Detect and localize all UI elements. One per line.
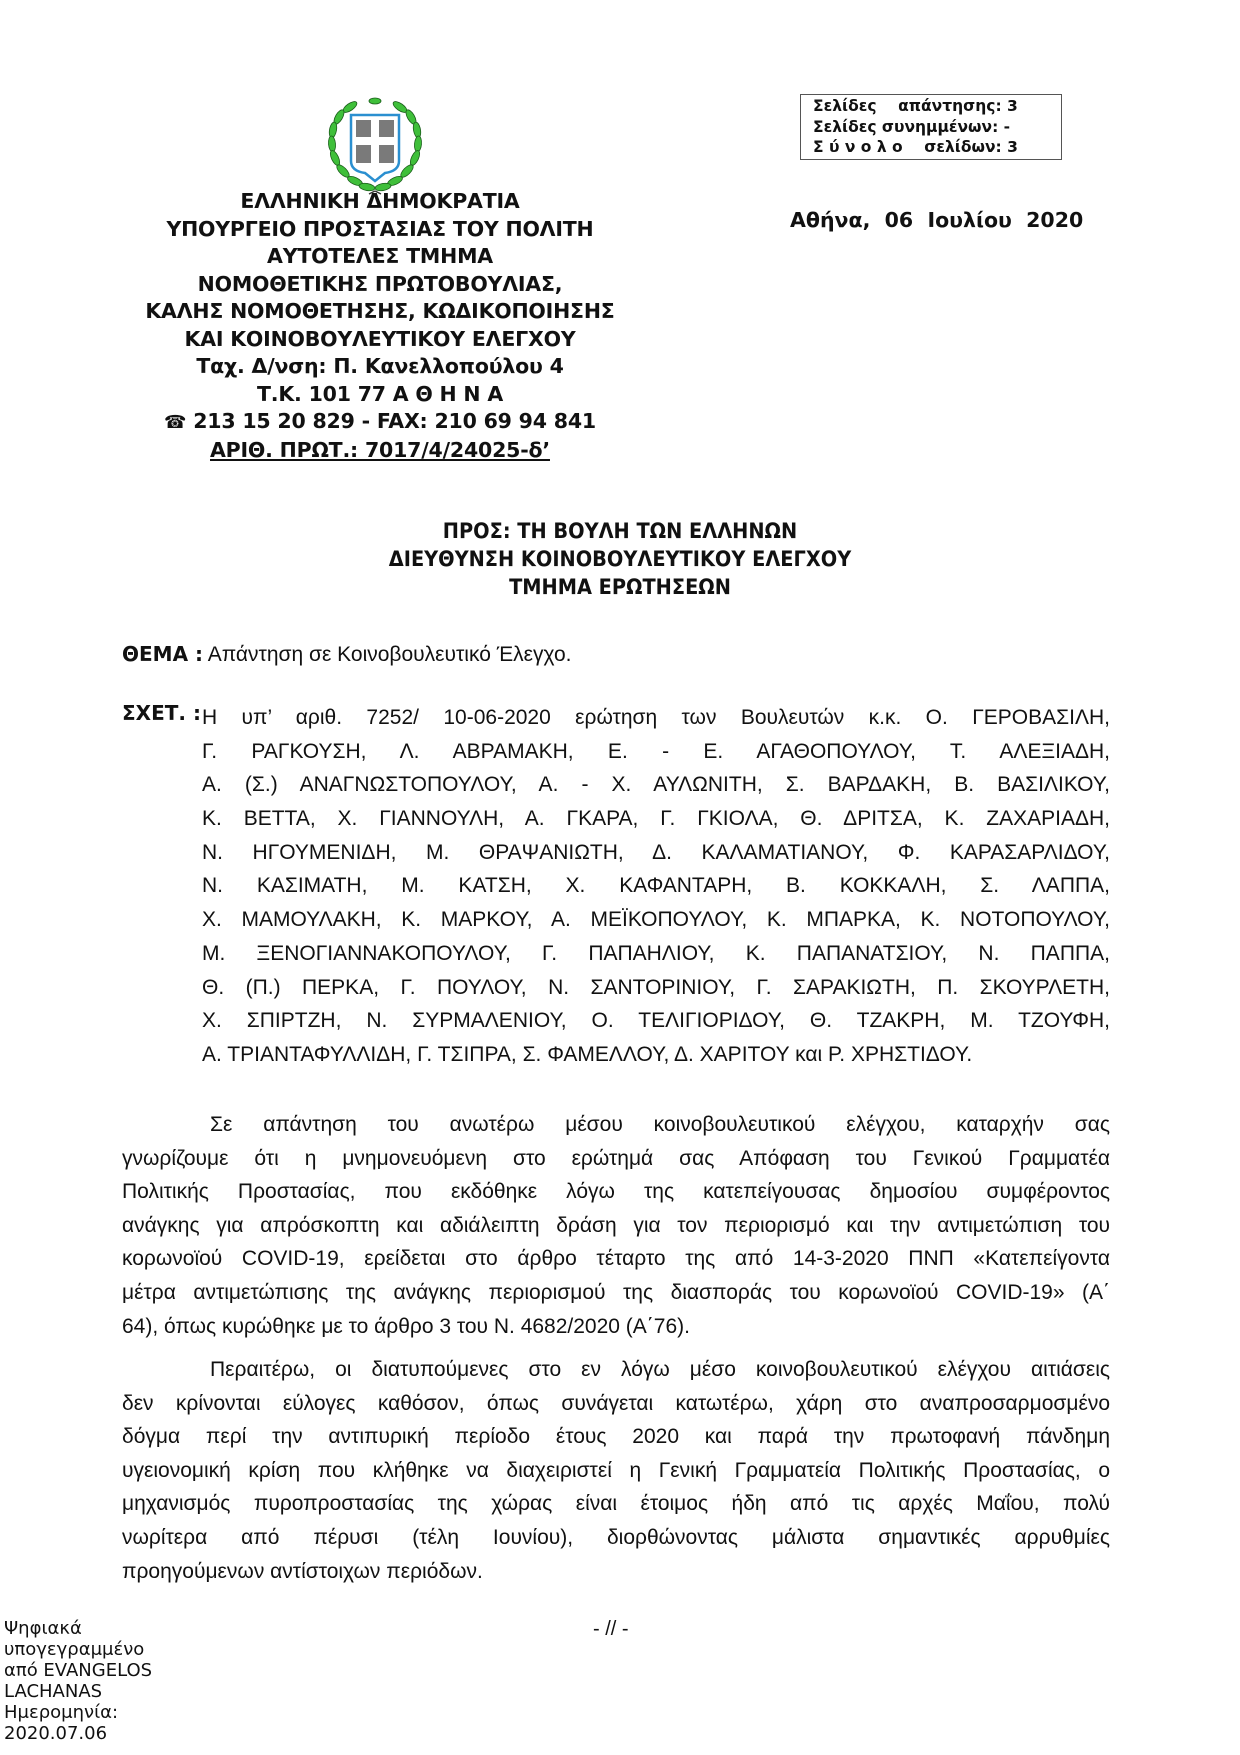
protocol-number: ΑΡΙΘ. ΠΡΩΤ.: 7017/4/24025-δ’ (210, 437, 550, 462)
total-pages: Σ ύ ν ο λ ο σελίδων: 3 (813, 138, 1018, 156)
paragraph-line: δεν κρίνονται εύλογες καθόσον, όπως συνάγεται κατωτέρω, χάρη στο αναπροσαρμοσμένο (122, 1391, 1110, 1415)
paragraph-line: Σε απάντηση του ανωτέρω μέσου κοινοβουλευτικού ελέγχου, καταρχήν σας (210, 1113, 1110, 1136)
paragraph-line: 64), όπως κυρώθηκε με το άρθρο 3 του Ν. 4682/2020 (Α΄76). (122, 1314, 690, 1338)
paragraph-line: Περαιτέρω, οι διατυπούμενες στο εν λόγω μέσο κοινοβουλευτικού ελέγχου αιτιάσεις (210, 1358, 1110, 1381)
paragraph-line: υγειονομική κρίση που κλήθηκε να διαχειριστεί η Γενική Γραμματεία Πολιτικής Προστασίας, ο (122, 1458, 1110, 1482)
reference-line: Ν. ΚΑΣΙΜΑΤΗ, Μ. ΚΑΤΣΗ, Χ. ΚΑΦΑΝΤΑΡΗ, Β. ΚΟΚΚΑΛΗ, Σ. ΛΑΠΠΑ, (202, 874, 1110, 898)
postal-address: Ταχ. Δ/νση: Π. Κανελλοπούλου 4 (196, 354, 564, 378)
reference-line: Α. ΤΡΙΑΝΤΑΦΥΛΛΙΔΗ, Γ. ΤΣΙΠΡΑ, Σ. ΦΑΜΕΛΛΟΥ, Δ. ΧΑΡΙΤΟΥ και Ρ. ΧΡΗΣΤΙΔΟΥ. (202, 1042, 973, 1066)
subject-label: ΘΕΜΑ : (122, 642, 204, 666)
subject-line (122, 642, 572, 667)
contact-line (120, 408, 640, 437)
paragraph-line: μηχανισμός πυροπροστασίας της χώρας είναι έτοιμος ήδη από τις αρχές Μαΐου, πολύ (122, 1492, 1110, 1516)
header-line: ΥΠΟΥΡΓΕΙΟ ΠΡΟΣΤΑΣΙΑΣ ΤΟΥ ΠΟΛΙΤΗ (166, 216, 594, 241)
sender-header (120, 188, 640, 464)
digital-signature (4, 1618, 152, 1744)
header-line: ΕΛΛΗΝΙΚΗ ΔΗΜΟΚΡΑΤΙΑ (240, 189, 520, 213)
signature-date: 2020.07.06 (4, 1723, 108, 1744)
signature-line: από EVANGELOS (4, 1660, 153, 1681)
reference-line: Η υπ’ αριθ. 7252/ 10-06-2020 ερώτηση των Βουλευτών κ.κ. Ο. ΓΕΡΟΒΑΣΙΛΗ, (202, 706, 1110, 729)
body-paragraph-2 (122, 1353, 1110, 1588)
shield (351, 115, 399, 181)
phone-icon: ☎ (164, 412, 187, 433)
signature-line: Ημερομηνία: (4, 1702, 119, 1723)
header-line: ΚΑΙ ΚΟΙΝΟΒΟΥΛΕΥΤΙΚΟΥ ΕΛΕΓΧΟΥ (184, 326, 576, 351)
body-paragraph-1 (122, 1108, 1110, 1343)
paragraph-line: γνωρίζουμε ότι η μνημονευόμενη στο ερώτημά σας Απόφαση του Γενικού Γραμματέα (122, 1146, 1110, 1170)
paragraph-line: δόγμα περί την αντιπυρική περίοδο έτους 2020 και παρά την πρωτοφανή πάνδημη (122, 1425, 1110, 1449)
page-count-box (800, 94, 1062, 160)
reference-line: Ν. ΗΓΟΥΜΕΝΙΔΗ, Μ. ΘΡΑΨΑΝΙΩΤΗ, Δ. ΚΑΛΑΜΑΤΙΑΝΟΥ, Φ. ΚΑΡΑΣΑΡΛΙΔΟΥ, (202, 840, 1110, 864)
page-continuation-marker: - // - (593, 1618, 629, 1640)
header-line: ΑΥΤΟΤΕΛΕΣ ΤΜΗΜΑ (267, 244, 493, 268)
paragraph-line: προηγούμενων αντίστοιχων περιόδων. (122, 1559, 483, 1583)
reference-line: Θ. (Π.) ΠΕΡΚΑ, Γ. ΠΟΥΛΟΥ, Ν. ΣΑΝΤΟΡΙΝΙΟΥ, Γ. ΣΑΡΑΚΙΩΤΗ, Π. ΣΚΟΥΡΛΕΤΗ, (202, 975, 1110, 999)
reference-line: Χ. ΣΠΙΡΤΖΗ, Ν. ΣΥΡΜΑΛΕΝΙΟΥ, Ο. ΤΕΛΙΓΙΟΡΙΔΟΥ, Θ. ΤΖΑΚΡΗ, Μ. ΤΖΟΥΦΗ, (202, 1009, 1110, 1033)
paragraph-line: Πολιτικής Προστασίας, που εκδόθηκε λόγω της κατεπείγουσας δημοσίου συμφέροντος (122, 1180, 1110, 1204)
phone-fax-numbers: 213 15 20 829 - FAX: 210 69 94 841 (186, 409, 596, 433)
recipient-line: ΠΡΟΣ: ΤΗ ΒΟΥΛΗ ΤΩΝ ΕΛΛΗΝΩΝ (442, 519, 798, 544)
signature-line: LACHANAS (4, 1681, 103, 1702)
recipient-line: ΔΙΕΥΘΥΝΣΗ ΚΟΙΝΟΒΟΥΛΕΥΤΙΚΟΥ ΕΛΕΓΧΟΥ (388, 547, 852, 572)
reference-line: Α. (Σ.) ΑΝΑΓΝΩΣΤΟΠΟΥΛΟΥ, Α. - Χ. ΑΥΛΩΝΙΤΗ, Σ. ΒΑΡΔΑΚΗ, Β. ΒΑΣΙΛΙΚΟΥ, (202, 773, 1110, 797)
paragraph-line: νωρίτερα από πέρυσι (τέλη Ιουνίου), διορθώνοντας μάλιστα σημαντικές αρρυθμίες (122, 1525, 1110, 1549)
recipient-line: ΤΜΗΜΑ ΕΡΩΤΗΣΕΩΝ (509, 575, 731, 600)
greek-coat-of-arms-icon (325, 93, 425, 195)
signature-line: Ψηφιακά (4, 1618, 82, 1639)
paragraph-line: ανάγκης για απρόσκοπτη και αδιάλειπτη δράση για τον περιορισμό και την αντιμετώπιση του (122, 1213, 1110, 1237)
reference-line: Χ. ΜΑΜΟΥΛΑΚΗ, Κ. ΜΑΡΚΟΥ, Α. ΜΕΪΚΟΠΟΥΛΟΥ, Κ. ΜΠΑΡΚΑ, Κ. ΝΟΤΟΠΟΥΛΟΥ, (202, 908, 1110, 932)
paragraph-line: κορωνοϊού COVID-19, ερείδεται στο άρθρο τέταρτο της από 14-3-2020 ΠΝΠ «Κατεπείγοντα (122, 1247, 1110, 1271)
reference-label: ΣΧΕΤ. : (122, 701, 201, 725)
document-date: Αθήνα, 06 Ιουλίου 2020 (790, 208, 1084, 232)
reference-line: Κ. ΒΕΤΤΑ, Χ. ΓΙΑΝΝΟΥΛΗ, Α. ΓΚΑΡΑ, Γ. ΓΚΙΟΛΑ, Θ. ΔΡΙΤΣΑ, Κ. ΖΑΧΑΡΙΑΔΗ, (202, 807, 1110, 831)
header-line: ΝΟΜΟΘΕΤΙΚΗΣ ΠΡΩΤΟΒΟΥΛΙΑΣ, (197, 271, 563, 296)
answer-pages: Σελίδες απάντησης: 3 (813, 97, 1018, 115)
postal-code-city: Τ.Κ. 101 77 Α Θ Η Ν Α (257, 381, 503, 406)
subject-text: Απάντηση σε Κοινοβουλευτικό Έλεγχο. (203, 643, 572, 666)
header-line: ΚΑΛΗΣ ΝΟΜΟΘΕΤΗΣΗΣ, ΚΩΔΙΚΟΠΟΙΗΣΗΣ (145, 299, 615, 323)
reference-text (202, 701, 1190, 1072)
reference-line: Γ. ΡΑΓΚΟΥΣΗ, Λ. ΑΒΡΑΜΑΚΗ, Ε. - Ε. ΑΓΑΘΟΠΟΥΛΟΥ, Τ. ΑΛΕΞΙΑΔΗ, (202, 739, 1110, 763)
recipient-block (280, 518, 960, 602)
signature-line: υπογεγραμμένο (4, 1639, 145, 1660)
attachment-pages: Σελίδες συνημμένων: - (813, 117, 1011, 136)
paragraph-line: μέτρα αντιμετώπισης της ανάγκης περιορισμού της διασποράς του κορωνοϊού COVID-19» (Α΄ (122, 1280, 1110, 1304)
reference-line: Μ. ΞΕΝΟΓΙΑΝΝΑΚΟΠΟΥΛΟΥ, Γ. ΠΑΠΑΗΛΙΟΥ, Κ. ΠΑΠΑΝΑΤΣΙΟΥ, Ν. ΠΑΠΠΑ, (202, 941, 1110, 965)
